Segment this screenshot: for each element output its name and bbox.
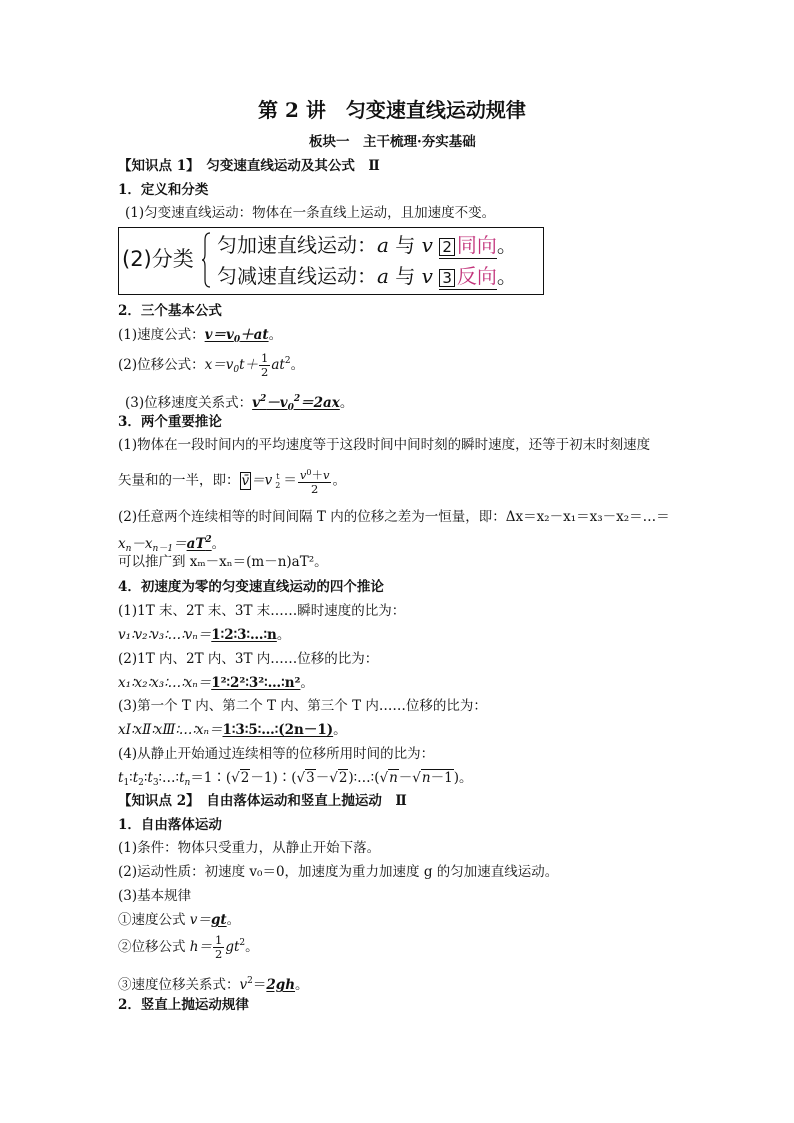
- lecture-title: 第 2 讲 匀变速直线运动规律: [258, 98, 526, 122]
- ratio-4-text: (4)从静止开始通过连续相等的位移所用时间的比为：: [118, 746, 435, 762]
- brace-icon: [201, 232, 211, 288]
- free-fall-nature: (2)运动性质：初速度 v₀＝0，加速度为重力加速度 g 的匀加速直线运动。: [118, 864, 559, 880]
- heading-inferences: 3．两个重要推论: [118, 414, 222, 430]
- classification-row-accelerate: 匀加速直线运动：a 与 v 2 同向。: [217, 233, 517, 257]
- knowledge-point-1-header: 【知识点 1】 匀变速直线运动及其公式 Ⅱ: [118, 158, 380, 174]
- free-fall-laws-heading: (3)基本规律: [118, 888, 192, 904]
- answer-same-direction: 同向: [456, 233, 497, 257]
- ratio-3-text: (3)第一个 T 内、第二个 T 内、第三个 T 内……位移的比为：: [118, 698, 487, 714]
- formula-displacement: (2)位移公式：$x=v_0t+$ $\frac{1}{2}$ $at^2$。: [118, 351, 305, 379]
- ratio-2-text: (2)1T 内、2T 内、3T 内……位移的比为：: [118, 651, 379, 667]
- heading-four-inferences: 4．初速度为零的匀变速直线运动的四个推论: [118, 579, 384, 595]
- inference-2-line1: (2)任意两个连续相等的时间间隔 T 内的位移之差为一恒量，即：Δx＝x₂－x₁＝x₃－x₂＝…＝: [118, 509, 670, 525]
- knowledge-point-2-header: 【知识点 2】 自由落体运动和竖直上抛运动 Ⅱ: [118, 793, 407, 809]
- ratio-3-formula: xⅠ∶xⅡ∶xⅢ∶…∶xₙ＝1∶3∶5∶…∶(2n－1)。: [118, 722, 347, 738]
- inference-1-line1: (1)物体在一段时间内的平均速度等于这段时间中间时刻的瞬时速度，还等于初末时刻速度: [118, 437, 651, 453]
- heading-vertical-throw: 2．竖直上抛运动规律: [118, 997, 249, 1013]
- heading-free-fall: 1．自由落体运动: [118, 817, 222, 833]
- classification-box: [118, 227, 544, 295]
- ratio-2-answer: 1²∶2²∶3²∶…∶n²: [211, 675, 301, 691]
- answer-number-box: 3: [439, 269, 455, 287]
- definition-text: (1)匀变速直线运动：物体在一条直线上运动，且加速度不变。: [125, 205, 496, 221]
- formula-velocity: (1)速度公式：$v=v_0+at$。: [118, 327, 283, 345]
- ratio-2-formula: x₁∶x₂∶x₃∶…∶xₙ＝1²∶2²∶3²∶…∶n²。: [118, 675, 314, 691]
- ratio-4-formula: $t_1∶t_2∶t_3∶\dots∶t_n=1∶(√2-1)∶(√3-√2)∶\dots∶(√n-√n-1)$。: [118, 770, 473, 788]
- inference-1-line2: 矢量和的一半，即： v̄ ＝v t 2 ＝ $\frac{v^0+v}{2}$ 。: [118, 468, 346, 496]
- ratio-3-answer: 1∶3∶5∶…∶(2n－1): [222, 722, 334, 738]
- classification-row-decelerate: 匀减速直线运动：a 与 v 3 反向。: [217, 264, 517, 288]
- section-subtitle: 板块一 主干梳理·夯实基础: [309, 134, 476, 150]
- heading-basic-formulas: 2．三个基本公式: [118, 303, 222, 319]
- inference-2-line2: $x_n-x_{n-1}=aT^2$。: [118, 535, 226, 554]
- free-fall-condition: (1)条件：物体只受重力，从静止开始下落。: [118, 840, 381, 856]
- formula-velocity-displacement: (3)位移速度关系式：$v^2-v_0^2=2ax$。: [125, 394, 354, 413]
- ratio-1-answer: 1∶2∶3∶…∶n: [211, 627, 277, 643]
- ratio-1-formula: v₁∶v₂∶v₃∶…∶vₙ＝1∶2∶3∶…∶n。: [118, 627, 291, 643]
- answer-opposite-direction: 反向: [456, 264, 497, 288]
- law-velocity: ①速度公式 v＝gt。: [118, 912, 241, 928]
- answer-number-box: 2: [439, 238, 455, 256]
- heading-definition: 1．定义和分类: [118, 182, 209, 198]
- law-displacement: ②位移公式 h＝ $\frac{1}{2}$ $gt^2$。: [118, 933, 259, 961]
- ratio-1-text: (1)1T 末、2T 末、3T 末……瞬时速度的比为：: [118, 603, 406, 619]
- law-velocity-displacement: ③速度位移关系式：$v^2=2gh$。: [118, 976, 309, 993]
- inference-2-line3: 可以推广到 xₘ－xₙ＝(m－n)aT²。: [118, 554, 328, 570]
- classification-label: (2)分类: [122, 247, 194, 271]
